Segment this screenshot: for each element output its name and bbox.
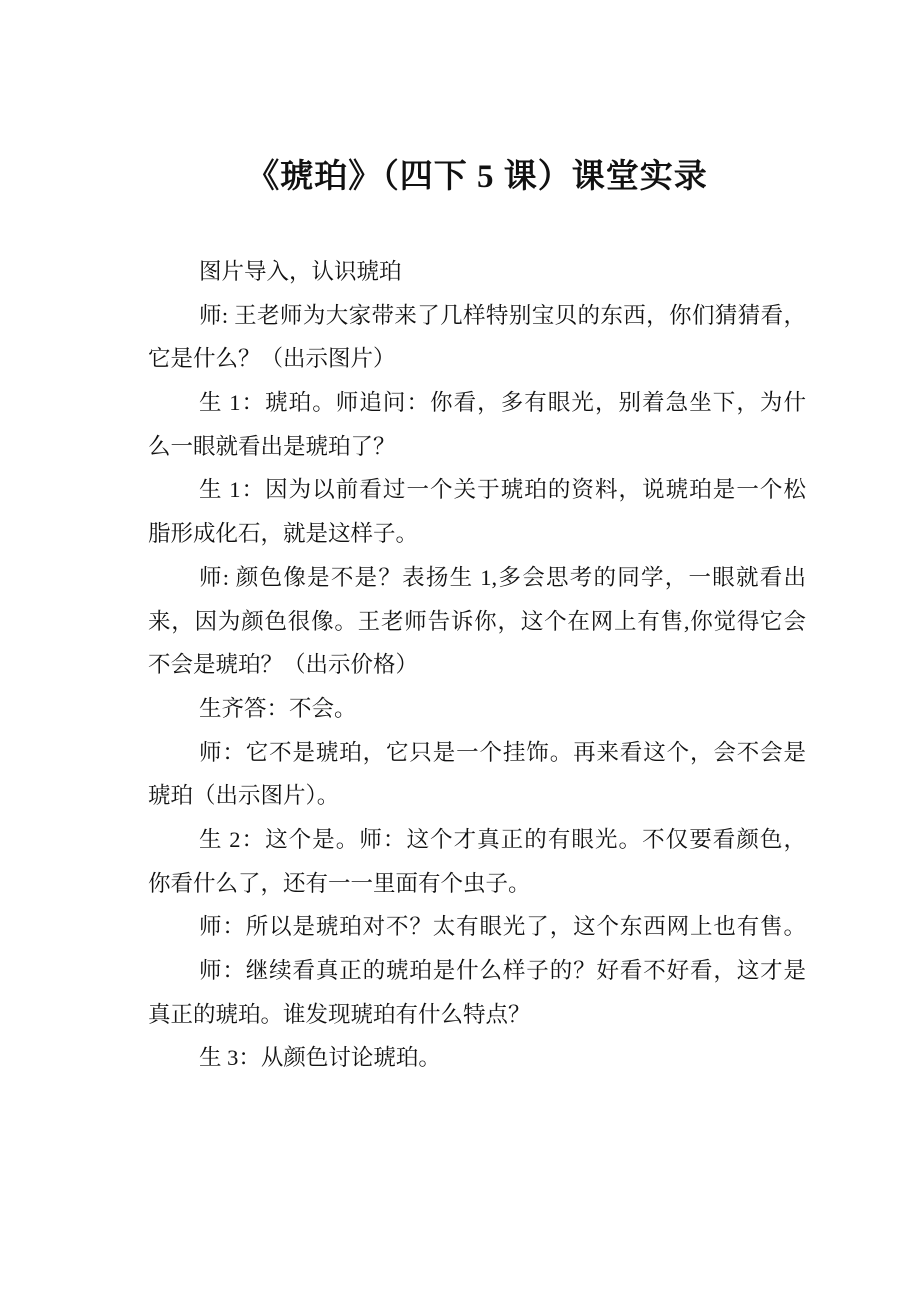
paragraph bbox=[148, 687, 806, 731]
text-line: 么一眼就看出是琥珀了？ bbox=[148, 433, 396, 459]
paragraph bbox=[148, 731, 806, 818]
text-line: 师：所以是琥珀对不？太有眼光了，这个东西网上也有售。 bbox=[199, 914, 806, 940]
document-title: 《琥珀》（四下 5 课）课堂实录 bbox=[246, 159, 708, 195]
paragraph bbox=[148, 468, 806, 555]
text-line: 师：它不是琥珀，它只是一个挂饰。再来看这个，会不会是 bbox=[199, 739, 806, 765]
document-body bbox=[148, 250, 806, 1080]
text-line: 琥珀（出示图片）。 bbox=[148, 783, 340, 809]
paragraph bbox=[148, 1036, 806, 1080]
text-line: 生 3：从颜色讨论琥珀。 bbox=[199, 1045, 441, 1071]
paragraph bbox=[148, 294, 806, 381]
text-line: 师：继续看真正的琥珀是什么样子的？好看不好看，这才是 bbox=[199, 958, 806, 983]
paragraph bbox=[148, 381, 806, 468]
text-line: 生 2：这个是。师：这个才真正的有眼光。不仅要看颜色， bbox=[199, 826, 806, 852]
text-line: 它是什么？（出示图片） bbox=[148, 346, 396, 372]
text-line: 你看什么了，还有一一里面有个虫子。 bbox=[148, 870, 531, 896]
paragraph bbox=[148, 949, 806, 1036]
text-line: 图片导入，认识琥珀 bbox=[199, 259, 402, 284]
text-line: 来，因为颜色很像。王老师告诉你，这个在网上有售,你觉得它会 bbox=[148, 608, 806, 634]
text-line: 生齐答：不会。 bbox=[199, 695, 357, 721]
paragraph bbox=[148, 250, 806, 294]
text-line: 不会是琥珀？（出示价格） bbox=[148, 652, 419, 678]
text-line: 生 1：琥珀。师追问：你看，多有眼光，别着急坐下，为什 bbox=[199, 390, 806, 416]
text-line: 脂形成化石，就是这样子。 bbox=[148, 521, 419, 547]
paragraph bbox=[148, 905, 806, 949]
text-line: 师: 王老师为大家带来了几样特别宝贝的东西，你们猜猜看， bbox=[199, 302, 806, 328]
text-line: 师: 颜色像是不是？表扬生 1,多会思考的同学，一眼就看出 bbox=[199, 564, 806, 590]
paragraph bbox=[148, 818, 806, 905]
paragraph bbox=[148, 556, 806, 687]
text-line: 生 1：因为以前看过一个关于琥珀的资料，说琥珀是一个松 bbox=[199, 477, 806, 503]
text-line: 真正的琥珀。谁发现琥珀有什么特点？ bbox=[148, 1001, 531, 1027]
